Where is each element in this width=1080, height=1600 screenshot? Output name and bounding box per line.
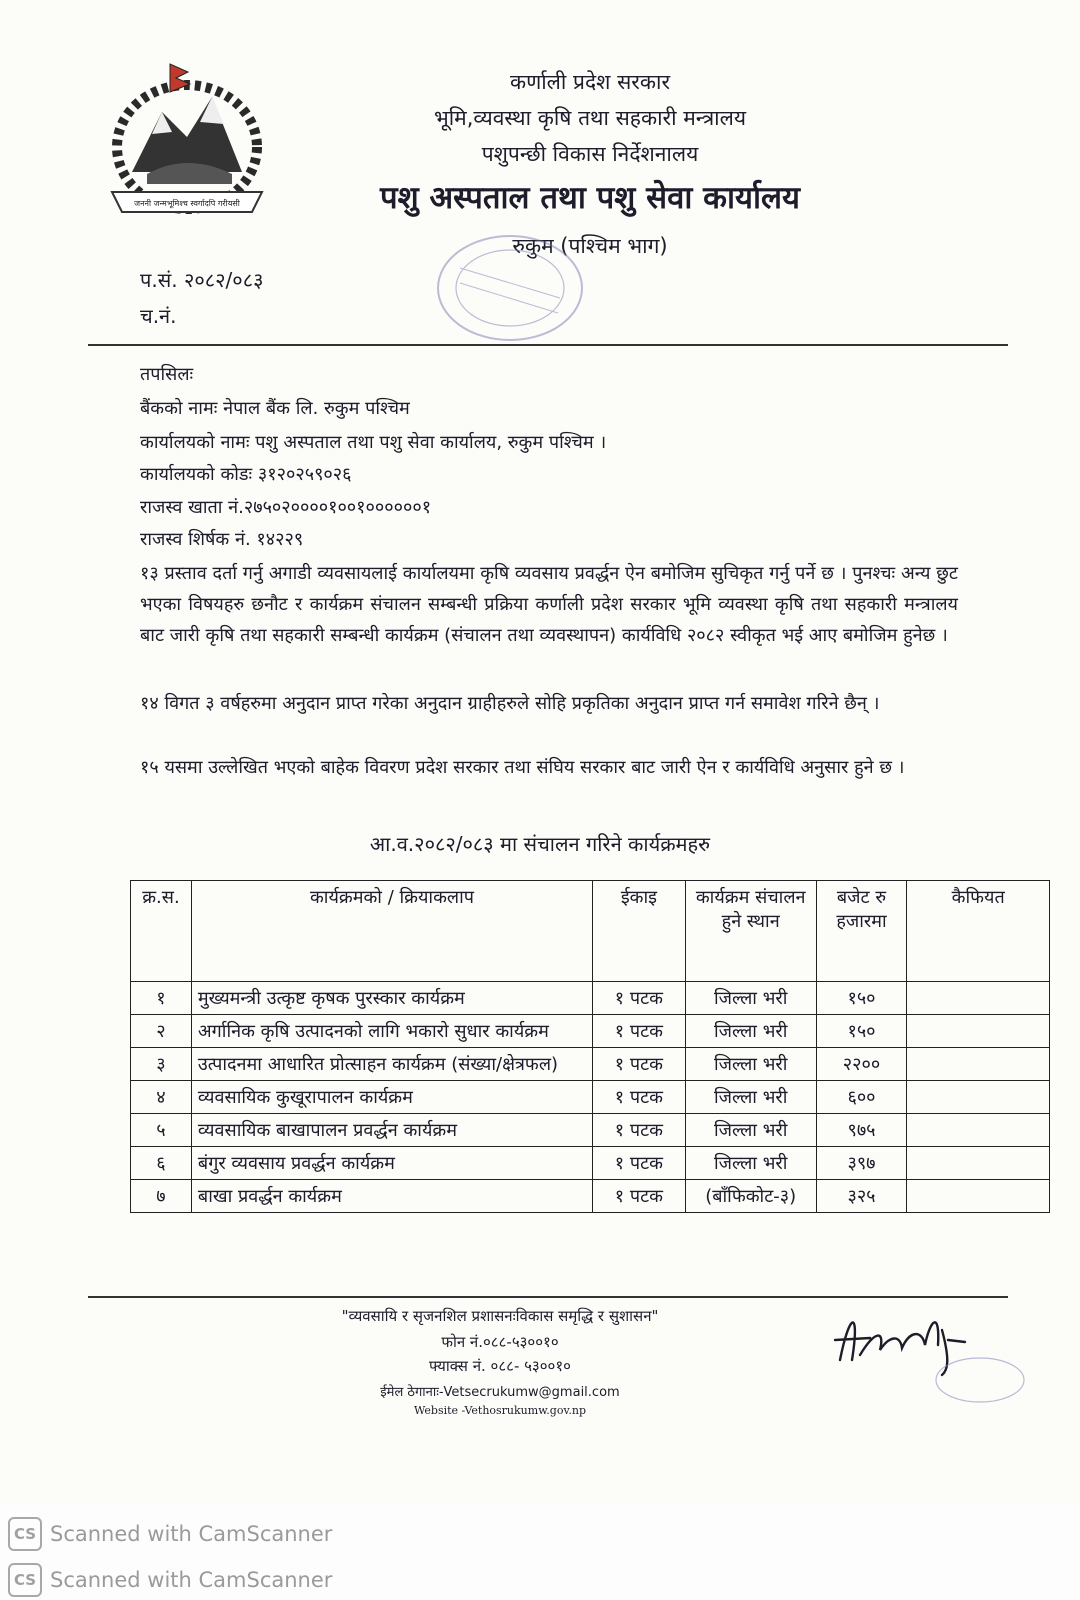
row-activity: बाखा प्रवर्द्धन कार्यक्रम (191, 1180, 592, 1213)
row-remarks (907, 1180, 1050, 1213)
row-place: जिल्ला भरी (685, 1147, 816, 1180)
bank-name: बैंकको नामः नेपाल बैंक लि. रुकुम पश्चिम (140, 398, 410, 419)
col-unit: ईकाइ (593, 881, 686, 982)
row-budget: ३२५ (816, 1180, 907, 1213)
col-budget: बजेट रु हजारमा (816, 881, 907, 982)
row-serial: ७ (131, 1180, 192, 1213)
office-code: कार्यालयको कोडः ३१२०२५९०२६ (140, 464, 352, 485)
row-budget: १५० (816, 1015, 907, 1048)
program-table (130, 880, 1050, 1213)
table-row (131, 1147, 1050, 1180)
office-stamp-icon (430, 228, 590, 348)
footer-motto: "व्यवसायि र सृजनशिल प्रशासनःविकास समृद्धि र सुशासन" (341, 1307, 659, 1325)
row-budget: २२०० (816, 1048, 907, 1081)
signature-icon (830, 1300, 1030, 1410)
camscanner-text: Scanned with CamScanner (50, 1568, 333, 1592)
row-activity: उत्पादनमा आधारित प्रोत्साहन कार्यक्रम (संख्या/क्षेत्रफल) (191, 1048, 592, 1081)
row-remarks (907, 1048, 1050, 1081)
row-remarks (907, 1015, 1050, 1048)
row-budget: ३९७ (816, 1147, 907, 1180)
camscanner-watermark (8, 1562, 332, 1598)
office-name: कार्यालयको नामः पशु अस्पताल तथा पशु सेवा कार्यालय, रुकुम पश्चिम । (140, 432, 607, 453)
row-remarks (907, 1114, 1050, 1147)
header-location: रुकुम (पश्चिम भाग) (512, 234, 668, 258)
table-row (131, 1015, 1050, 1048)
row-activity: अर्गानिक कृषि उत्पादनको लागि भकारो सुधार कार्यक्रम (191, 1015, 592, 1048)
row-activity: मुख्यमन्त्री उत्कृष्ट कृषक पुरस्कार कार्यक्रम (191, 982, 592, 1015)
row-place: जिल्ला भरी (685, 1081, 816, 1114)
footer-phone: फोन नं.०८८-५३००१० (441, 1333, 559, 1351)
table-row (131, 1180, 1050, 1213)
table-row (131, 1114, 1050, 1147)
table-header-row (131, 881, 1050, 982)
col-serial: क्र.स. (131, 881, 192, 982)
camscanner-icon: CS (8, 1563, 42, 1597)
col-activity: कार्यक्रमको / क्रियाकलाप (191, 881, 592, 982)
footer-divider (88, 1296, 1008, 1298)
table-row (131, 1048, 1050, 1081)
col-place: कार्यक्रम संचालन हुने स्थान (685, 881, 816, 982)
nepal-emblem-icon (92, 62, 282, 222)
row-unit: १ पटक (593, 1081, 686, 1114)
row-remarks (907, 982, 1050, 1015)
row-place: जिल्ला भरी (685, 1048, 816, 1081)
clause-15: १५ यसमा उल्लेखित भएको बाहेक विवरण प्रदेश सरकार तथा संघिय सरकार बाट जारी ऐन र कार्यविधि अनुसार हुने छ । (140, 757, 905, 778)
row-activity: व्यवसायिक बाखापालन प्रवर्द्धन कार्यक्रम (191, 1114, 592, 1147)
table-row (131, 982, 1050, 1015)
row-remarks (907, 1147, 1050, 1180)
row-unit: १ पटक (593, 1048, 686, 1081)
revenue-heading: राजस्व शिर्षक नं. १४२२९ (140, 529, 304, 550)
camscanner-text: Scanned with CamScanner (50, 1522, 333, 1546)
header-government: कर्णाली प्रदेश सरकार (509, 70, 671, 94)
row-unit: १ पटक (593, 982, 686, 1015)
footer-website: Website -Vethosrukumw.gov.np (413, 1404, 586, 1417)
header-ministry: भूमि,व्यवस्था कृषि तथा सहकारी मन्त्रालय (433, 106, 747, 130)
row-budget: १५० (816, 982, 907, 1015)
row-budget: ६०० (816, 1081, 907, 1114)
dispatch-number: च.नं. (140, 304, 177, 328)
row-serial: ४ (131, 1081, 192, 1114)
row-place: जिल्ला भरी (685, 1015, 816, 1048)
row-place: (बाँफिकोट-३) (685, 1180, 816, 1213)
details-heading: तपसिलः (140, 364, 194, 385)
row-unit: १ पटक (593, 1114, 686, 1147)
row-unit: १ पटक (593, 1015, 686, 1048)
row-remarks (907, 1081, 1050, 1114)
col-remarks: कैफियत (907, 881, 1050, 982)
clause-13: १३ प्रस्ताव दर्ता गर्नु अगाडी व्यवसायलाई कार्यालयमा कृषि व्यवसाय प्रवर्द्धन ऐन बमोजिम सुचिकृत गर्नु पर्ने छ । पुनश्चः अन्य छुट भएका विषयहरु छनौट र कार्यक्रम संचालन सम्बन्धी प्रक्रिया कर्णाली प्रदेश सरकार भूमि व्यवस्था कृषि तथा सहकारी मन्त्रालय बाट जारी कृषि तथा सहकारी सम्बन्धी कार्यक्रम (संचालन तथा व्यवस्थापन) कार्यविधि २०८२ स्वीकृत भई आए बमोजिम हुनेछ । (140, 563, 958, 646)
row-unit: १ पटक (593, 1147, 686, 1180)
row-serial: ६ (131, 1147, 192, 1180)
camscanner-icon: CS (8, 1517, 42, 1551)
row-place: जिल्ला भरी (685, 1114, 816, 1147)
footer-fax: फ्याक्स नं. ०८८- ५३००१० (429, 1357, 571, 1375)
camscanner-watermark (8, 1516, 332, 1552)
clause-14: १४ विगत ३ वर्षहरुमा अनुदान प्राप्त गरेका अनुदान ग्राहीहरुले सोहि प्रकृतिका अनुदान प्राप्त गर्न समावेश गरिने छैन् । (140, 693, 880, 714)
program-table-title: आ.व.२०८२/०८३ मा संचालन गरिने कार्यक्रमहरु (369, 832, 711, 856)
row-place: जिल्ला भरी (685, 982, 816, 1015)
row-serial: ५ (131, 1114, 192, 1147)
emblem-caption: जननी जन्मभूमिश्च स्वर्गादपि गरीयसी (134, 199, 240, 208)
row-serial: २ (131, 1015, 192, 1048)
reference-number: प.सं. २०८२/०८३ (140, 268, 264, 292)
header-office-title: पशु अस्पताल तथा पशु सेवा कार्यालय (380, 180, 800, 216)
revenue-account: राजस्व खाता नं.२७५०२००००१००१००००००१ (140, 497, 432, 518)
footer-email: ईमेल ठेगानाः-Vetsecrukumw@gmail.com (380, 1385, 620, 1400)
row-activity: बंगुर व्यवसाय प्रवर्द्धन कार्यक्रम (191, 1147, 592, 1180)
header-directorate: पशुपन्छी विकास निर्देशनालय (481, 142, 699, 166)
table-row (131, 1081, 1050, 1114)
row-activity: व्यवसायिक कुखूरापालन कार्यक्रम (191, 1081, 592, 1114)
row-serial: १ (131, 982, 192, 1015)
row-budget: ९७५ (816, 1114, 907, 1147)
row-unit: १ पटक (593, 1180, 686, 1213)
row-serial: ३ (131, 1048, 192, 1081)
header-divider (88, 344, 1008, 346)
